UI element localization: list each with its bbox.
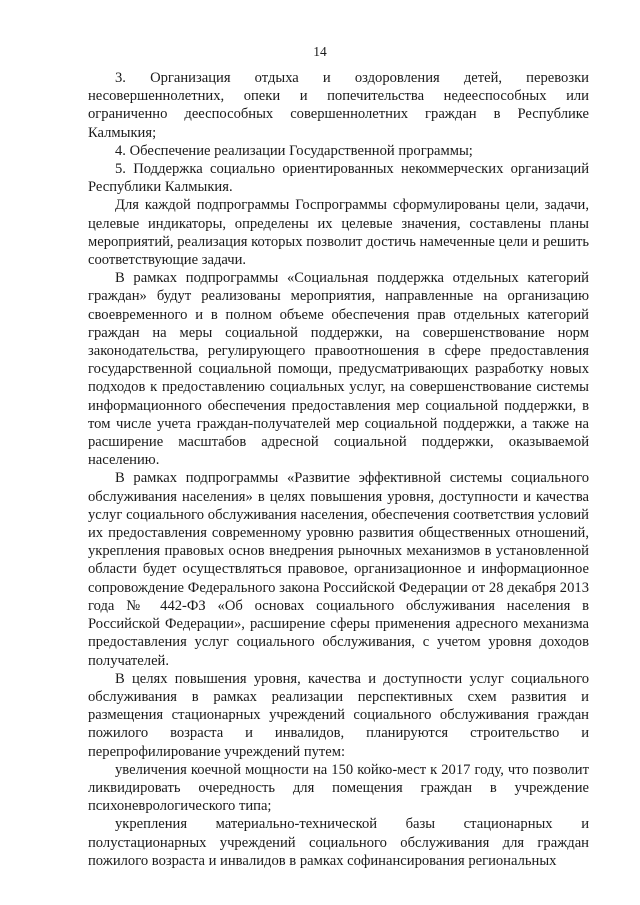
paragraph-service-quality: В целях повышения уровня, качества и доступности услуг социального обслуживания в рамках реализации перспективных схем развития и размещения стационарных учреждений социального обслуживания граждан пожилого возраста и инвалидов, планируются строительство и перепрофилирование учреждений путем: [88, 670, 589, 760]
paragraph-bed-capacity: увеличения коечной мощности на 150 койко-мест к 2017 году, что позволит ликвидировать очередность для помещения граждан в учреждение психоневрологического типа; [88, 761, 589, 815]
paragraph-item-4-implementation: 4. Обеспечение реализации Государственной программы; [115, 142, 473, 159]
paragraph-material-base: укрепления материально-технической базы стационарных и полустационарных учреждений социального обслуживания для граждан пожилого возраста и инвалидов в рамках софинансирования региональных [88, 816, 589, 869]
paragraph-subprogram-goals: Для каждой подпрограммы Госпрограммы сформулированы цели, задачи, целевые индикаторы, определены их целевые значения, составлены планы мероприятий, реализация которых позволит достичь намеченные цели и решить соответствующие задачи. [88, 197, 589, 269]
paragraph-social-service-subprogram: В рамках подпрограммы «Развитие эффективной системы социального обслуживания населения» в целях повышения уровня, доступности и качества услуг социального обслуживания населения, обеспечения соответствия условий их предоставления современному уровню развития общественных отношений, укрепления правовых основ внедрения рыночных механизмов в установленной области будет осуществляться правовое, организационное и информационное сопровождение Федерального закона Российской Федерации от 28 декабря 2013 года № 442-ФЗ «Об основах социального обслуживания населения в Российской Федерации», расширение сферы применения адресного механизма предоставления услуг социального обслуживания, с учетом уровня доходов получателей. [88, 470, 589, 669]
paragraph-social-support-subprogram: В рамках подпрограммы «Социальная поддержка отдельных категорий граждан» будут реализованы мероприятия, направленные на организацию своевременного и в полном объеме обеспечения прав отдельных категорий граждан на меры социальной поддержки, на совершенствование норм законодательства, регулирующего правоотношения в сфере предоставления государственной социальной помощи, предусматривающих разработку новых подходов к предоставлению социальных услуг, на совершенствование системы информационного обеспечения предоставления мер социальной поддержки, в том числе учета граждан-получателей мер социальной поддержки, а также на расширение масштабов адресной социальной поддержки, оказываемой населению. [88, 270, 589, 469]
paragraph-item-5-nko-support: 5. Поддержка социально ориентированных некоммерческих организаций Республики Калмыкия. [88, 161, 589, 196]
page-number: 14 [313, 44, 327, 59]
document-body [88, 69, 589, 870]
paragraph-item-3-recreation: 3. Организация отдыха и оздоровления детей, перевозки несовершеннолетних, опеки и попечительства недееспособных или ограниченно дееспособных совершеннолетних граждан в Республике Калмыкия; [88, 70, 589, 141]
